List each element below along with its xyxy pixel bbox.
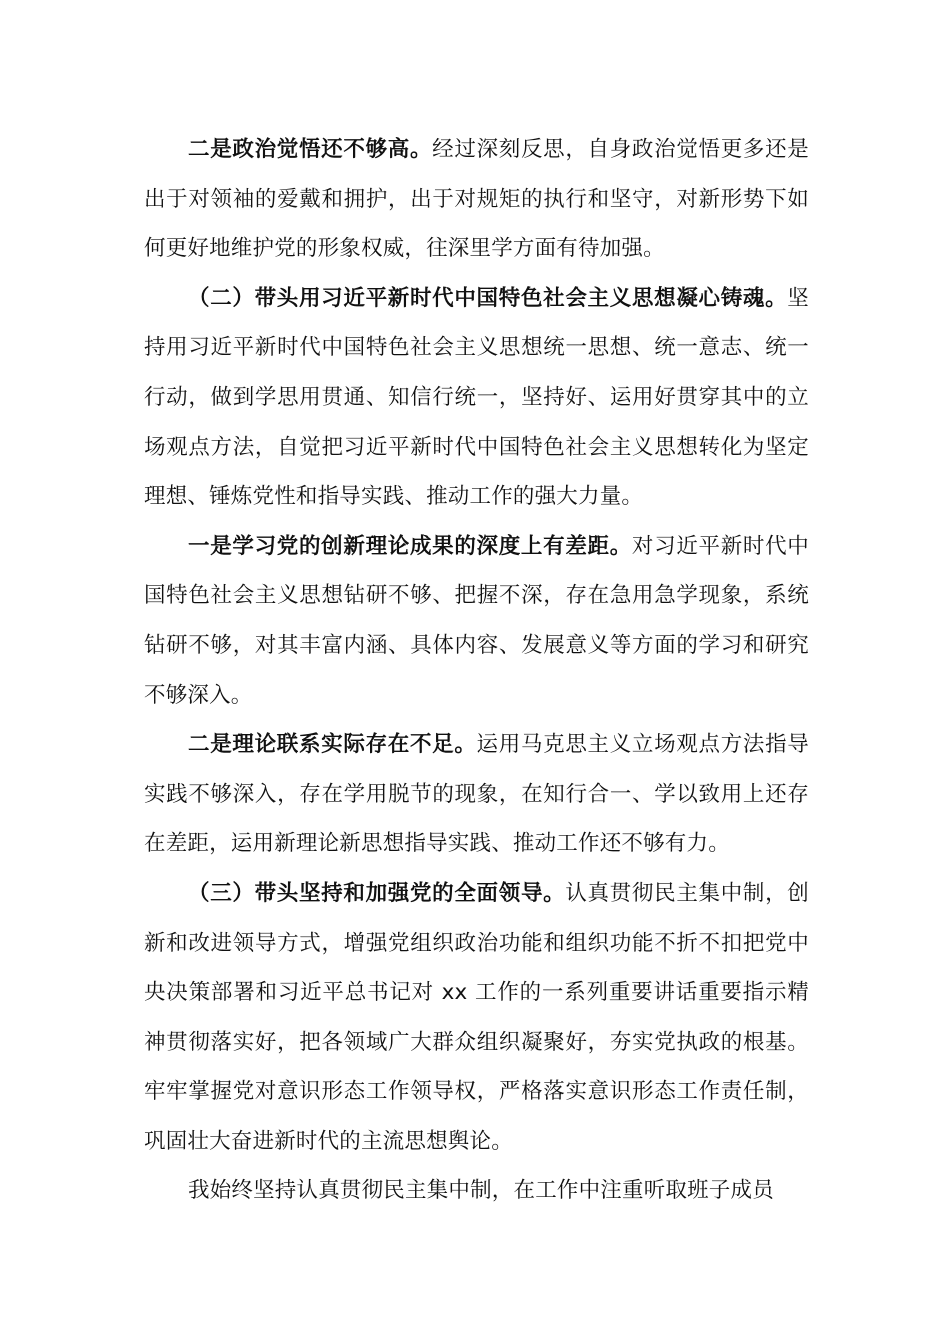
paragraph-text: 运用马克思主义立场观点方法指导实践不够深入，存在学用脱节的现象，在知行合一、学以致用上还存在差距，运用新理论新思想指导实践、推动工作还不够有力。 bbox=[144, 732, 809, 857]
paragraph-text: 坚持用习近平新时代中国特色社会主义思想统一思想、统一意志、统一行动，做到学思用贯通、知信行统一，坚持好、运用好贯穿其中的立场观点方法，自觉把习近平新时代中国特色社会主义思想转化为坚定理想、锤炼党性和指导实践、推动工作的强大力量。 bbox=[144, 285, 809, 510]
paragraph-theory-practice bbox=[144, 720, 809, 869]
paragraph-theory-depth bbox=[144, 522, 809, 720]
paragraph-text: 我始终坚持认真贯彻民主集中制，在工作中注重听取班子成员 bbox=[188, 1178, 774, 1204]
paragraph-section-three bbox=[144, 869, 809, 1167]
section-heading: （二）带头用习近平新时代中国特色社会主义思想凝心铸魂。 bbox=[188, 285, 788, 311]
paragraph-democratic-centralism bbox=[144, 1166, 809, 1216]
paragraph-section-two bbox=[144, 274, 809, 522]
paragraph-text: 认真贯彻民主集中制，创新和改进领导方式，增强党组织政治功能和组织功能不折不扣把党中央决策部署和习近平总书记对 xx 工作的一系列重要讲话重要指示精神贯彻落实好，把各领域广大群众组织凝聚好，夯实党执政的根基。牢牢掌握党对意识形态工作领导权，严格落实意识形态工作责任制，巩固壮大奋进新时代的主流思想舆论。 bbox=[144, 880, 810, 1154]
paragraph-text: 对习近平新时代中国特色社会主义思想钻研不够、把握不深，存在急用急学现象，系统钻研不够，对其丰富内涵、具体内容、发展意义等方面的学习和研究不够深入。 bbox=[144, 533, 809, 708]
paragraph-lead: 二是政治觉悟还不够高。 bbox=[188, 137, 433, 162]
paragraph-political-awareness bbox=[144, 125, 809, 274]
section-heading: （三）带头坚持和加强党的全面领导。 bbox=[188, 880, 566, 906]
document-body bbox=[144, 125, 809, 1216]
paragraph-lead: 二是理论联系实际存在不足。 bbox=[188, 732, 477, 758]
paragraph-lead: 一是学习党的创新理论成果的深度上有差距。 bbox=[188, 533, 632, 559]
paragraph-text: 经过深刻反思，自身政治觉悟更多还是出于对领袖的爱戴和拥护，出于对规矩的执行和坚守，对新形势下如何更好地维护党的形象权威，往深里学方面有待加强。 bbox=[144, 137, 810, 262]
